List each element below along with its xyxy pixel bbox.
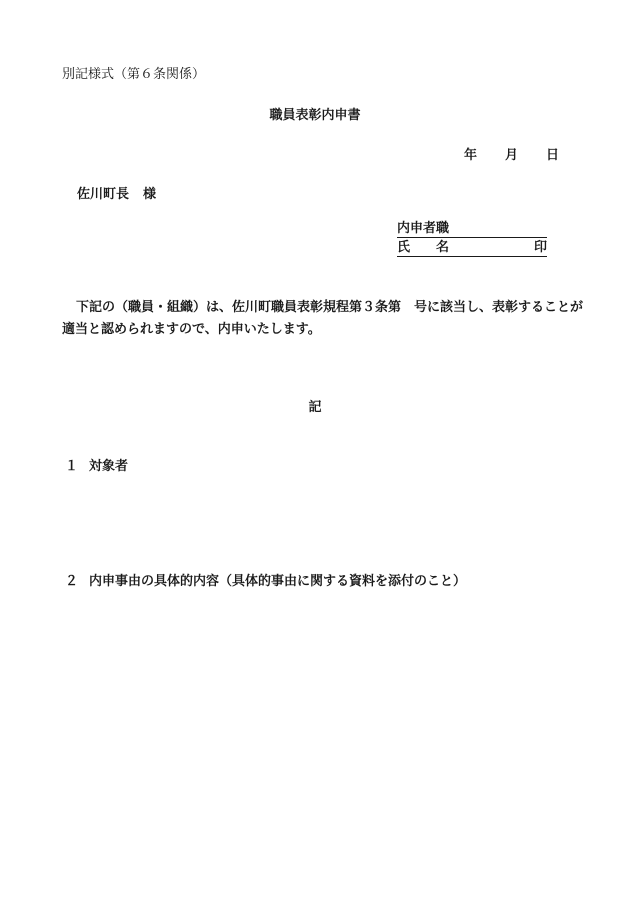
list-item <box>65 570 466 589</box>
date-line <box>464 144 559 163</box>
applicant-position-label: 内申者職 <box>397 221 450 236</box>
document-title: 職員表彰内申書 <box>269 108 361 123</box>
addressee <box>77 183 156 202</box>
body-paragraph <box>62 297 584 341</box>
applicant-name-row <box>397 240 547 257</box>
applicant-name-label: 氏 名 <box>397 240 450 255</box>
body-line-2: 適当と認められますので、内申いたします。 <box>62 322 321 337</box>
item-label: 対象者 <box>89 459 129 474</box>
ki-heading: 記 <box>308 400 322 415</box>
date-year-label: 年 <box>464 148 478 163</box>
item-label: 内申事由の具体的内容（具体的事由に関する資料を添付のこと） <box>89 574 467 589</box>
applicant-position-row <box>397 221 547 238</box>
addressee-name: 佐川町長 <box>77 187 130 202</box>
list-item <box>65 455 128 474</box>
seal-mark: 印 <box>533 240 547 255</box>
item-number: １ <box>65 459 79 474</box>
addressee-honorific: 様 <box>143 187 157 202</box>
form-label: 別記様式（第６条関係） <box>62 67 206 82</box>
item-number: ２ <box>65 574 79 589</box>
date-day-label: 日 <box>546 148 560 163</box>
body-line-1: 下記の（職員・組織）は、佐川町職員表彰規程第３条第 号に該当し、表彰することが <box>76 300 584 315</box>
date-month-label: 月 <box>505 148 519 163</box>
